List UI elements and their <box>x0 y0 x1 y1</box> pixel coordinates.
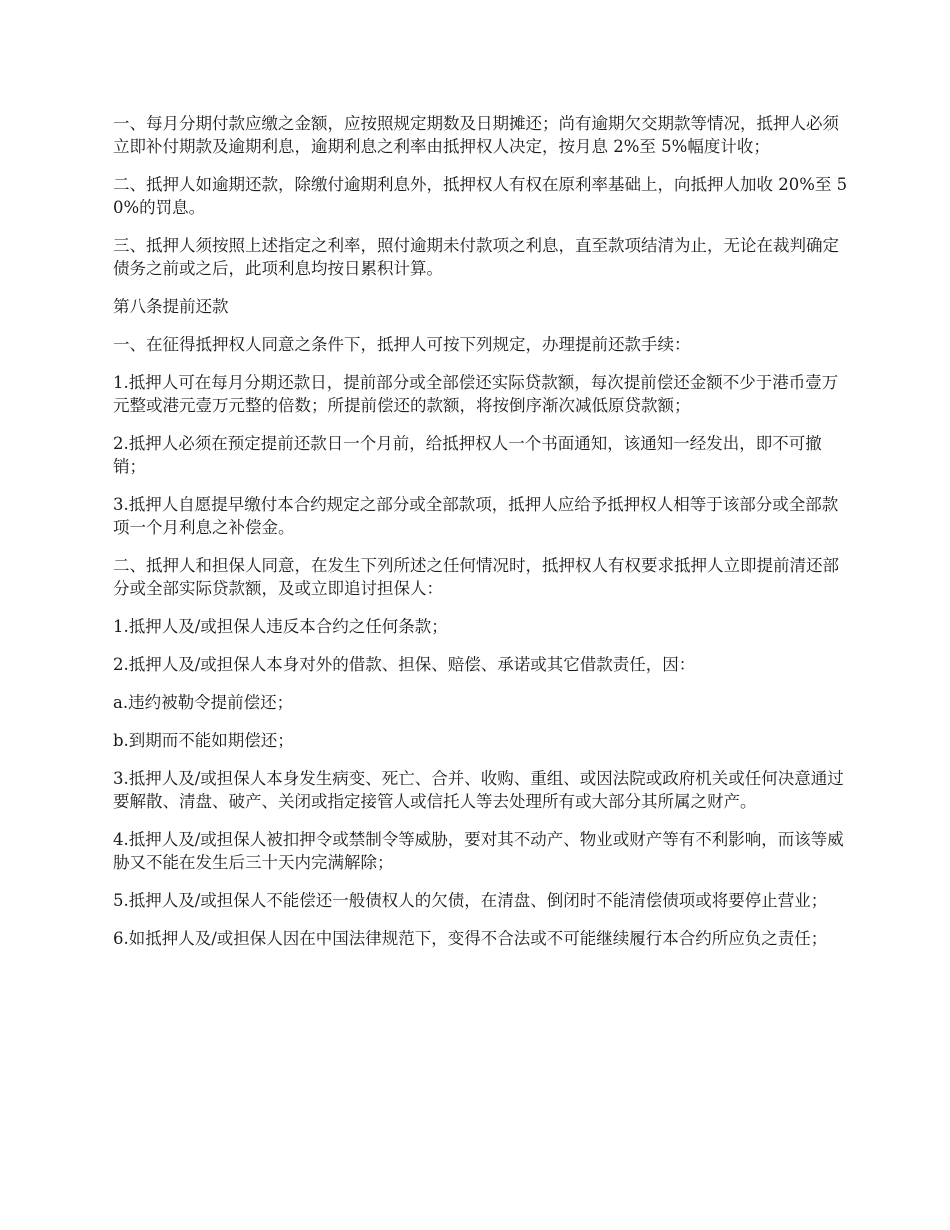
paragraph-16: 5.抵押人及/或担保人不能偿还一般债权人的欠债，在清盘、倒闭时不能清偿债项或将要停止营业； <box>113 891 828 910</box>
paragraph-14: 3.抵押人及/或担保人本身发生病变、死亡、合并、收购、重组、或因法院或政府机关或任何决意通过要解散、清盘、破产、关闭或指定接管人或信托人等去处理所有或大部分其所属之财产。 <box>113 769 844 811</box>
paragraph-7: 2.抵押人必须在预定提前还款日一个月前，给抵押权人一个书面通知，该通知一经发出，即不可撤销； <box>113 434 822 476</box>
paragraph-9: 二、抵押人和担保人同意，在发生下列所述之任何情况时，抵押权人有权要求抵押人立即提前清还部分或全部实际贷款额，及或立即追讨担保人： <box>113 556 839 598</box>
paragraph-10: 1.抵押人及/或担保人违反本合约之任何条款； <box>113 617 448 636</box>
paragraph-17: 6.如抵押人及/或担保人因在中国法律规范下，变得不合法或不可能继续履行本合约所应负之责任； <box>113 929 828 948</box>
paragraph-12: a.违约被勒令提前偿还； <box>113 693 294 712</box>
paragraph-15: 4.抵押人及/或担保人被扣押令或禁制令等威胁，要对其不动产、物业或财产等有不利影响，而该等威胁又不能在发生后三十天内完满解除； <box>113 830 844 872</box>
paragraph-13: b.到期而不能如期偿还； <box>113 731 294 750</box>
paragraph-11: 2.抵押人及/或担保人本身对外的借款、担保、赔偿、承诺或其它借款责任，因： <box>113 655 696 674</box>
paragraph-6: 1.抵押人可在每月分期还款日，提前部分或全部偿还实际贷款额，每次提前偿还金额不少于港币壹万元整或港元壹万元整的倍数；所提前偿还的款额，将按倒序渐次减低原贷款额； <box>113 373 839 415</box>
paragraph-1: 一、每月分期付款应缴之金额，应按照规定期数及日期摊还；尚有逾期欠交期款等情况，抵押人必须立即补付期款及逾期利息，逾期利息之利率由抵押权人决定，按月息 2%至 5%幅度计收； <box>113 114 839 156</box>
paragraph-2: 二、抵押人如逾期还款，除缴付逾期利息外，抵押权人有权在原利率基础上，向抵押人加收 20%至 50%的罚息。 <box>113 175 848 217</box>
document-body <box>113 112 848 965</box>
paragraph-5: 一、在征得抵押权人同意之条件下，抵押人可按下列规定，办理提前还款手续： <box>113 335 691 354</box>
paragraph-3: 三、抵押人须按照上述指定之利率，照付逾期未付款项之利息，直至款项结清为止，无论在裁判确定债务之前或之后，此项利息均按日累积计算。 <box>113 236 839 278</box>
section-heading: 第八条提前还款 <box>113 297 229 316</box>
paragraph-8: 3.抵押人自愿提早缴付本合约规定之部分或全部款项，抵押人应给予抵押权人相等于该部分或全部款项一个月利息之补偿金。 <box>113 495 839 537</box>
